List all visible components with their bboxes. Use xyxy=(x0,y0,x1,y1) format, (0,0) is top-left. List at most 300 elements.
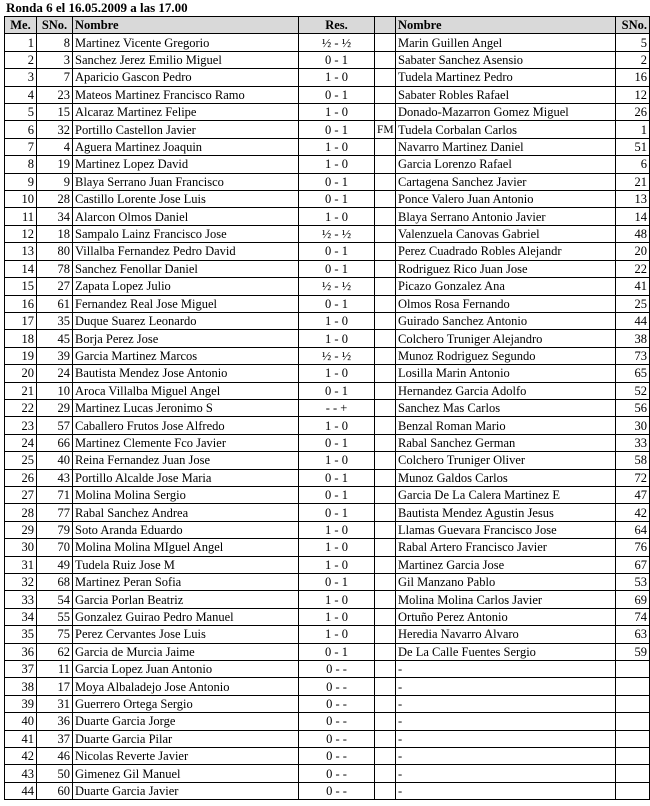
white-player-name: Molina Molina MIguel Angel xyxy=(73,539,299,556)
white-start-number: 75 xyxy=(37,626,73,643)
black-start-number: 51 xyxy=(616,138,650,155)
result: 0 - - xyxy=(299,782,375,799)
player-title xyxy=(375,278,396,295)
result: ½ - ½ xyxy=(299,225,375,242)
board-number: 8 xyxy=(5,156,37,173)
white-player-name: Aroca Villalba Miguel Angel xyxy=(73,382,299,399)
white-start-number: 39 xyxy=(37,347,73,364)
pairings-table xyxy=(4,16,650,800)
white-player-name: Fernandez Real Jose Miguel xyxy=(73,295,299,312)
black-player-name: - xyxy=(396,730,616,747)
result: 0 - 1 xyxy=(299,260,375,277)
black-player-name: De La Calle Fuentes Sergio xyxy=(396,643,616,660)
black-start-number: 69 xyxy=(616,591,650,608)
black-player-name: Cartagena Sanchez Javier xyxy=(396,173,616,190)
black-start-number: 1 xyxy=(616,121,650,138)
white-player-name: Mateos Martinez Francisco Ramo xyxy=(73,86,299,103)
black-start-number: 33 xyxy=(616,434,650,451)
white-player-name: Portillo Castellon Javier xyxy=(73,121,299,138)
board-number: 24 xyxy=(5,434,37,451)
white-player-name: Duque Suarez Leonardo xyxy=(73,312,299,329)
board-number: 17 xyxy=(5,312,37,329)
white-start-number: 15 xyxy=(37,104,73,121)
black-start-number: 12 xyxy=(616,86,650,103)
player-title xyxy=(375,365,396,382)
result: 0 - 1 xyxy=(299,486,375,503)
white-start-number: 17 xyxy=(37,678,73,695)
table-row xyxy=(5,748,650,765)
black-start-number: 74 xyxy=(616,608,650,625)
board-number: 2 xyxy=(5,51,37,68)
table-row xyxy=(5,556,650,573)
board-number: 15 xyxy=(5,278,37,295)
player-title xyxy=(375,486,396,503)
board-number: 9 xyxy=(5,173,37,190)
table-row xyxy=(5,695,650,712)
white-player-name: Garcia de Murcia Jaime xyxy=(73,643,299,660)
black-player-name: Sabater Sanchez Asensio xyxy=(396,51,616,68)
white-start-number: 3 xyxy=(37,51,73,68)
table-row xyxy=(5,69,650,86)
board-number: 32 xyxy=(5,574,37,591)
player-title xyxy=(375,295,396,312)
table-row xyxy=(5,399,650,416)
white-start-number: 54 xyxy=(37,591,73,608)
black-start-number: 41 xyxy=(616,278,650,295)
result: 1 - 0 xyxy=(299,452,375,469)
black-player-name: Munoz Rodriguez Segundo xyxy=(396,347,616,364)
white-start-number: 79 xyxy=(37,521,73,538)
white-player-name: Borja Perez Jose xyxy=(73,330,299,347)
result: 1 - 0 xyxy=(299,312,375,329)
table-row xyxy=(5,243,650,260)
player-title xyxy=(375,138,396,155)
white-player-name: Garcia Porlan Beatriz xyxy=(73,591,299,608)
board-number: 30 xyxy=(5,539,37,556)
white-player-name: Molina Molina Sergio xyxy=(73,486,299,503)
white-start-number: 70 xyxy=(37,539,73,556)
black-player-name: Guirado Sanchez Antonio xyxy=(396,312,616,329)
table-row xyxy=(5,765,650,782)
board-number: 43 xyxy=(5,765,37,782)
board-number: 34 xyxy=(5,608,37,625)
player-title xyxy=(375,556,396,573)
player-title xyxy=(375,104,396,121)
board-number: 13 xyxy=(5,243,37,260)
white-player-name: Rabal Sanchez Andrea xyxy=(73,504,299,521)
player-title xyxy=(375,330,396,347)
black-player-name: Tudela Corbalan Carlos xyxy=(396,121,616,138)
white-player-name: Duarte Garcia Jorge xyxy=(73,713,299,730)
table-row xyxy=(5,643,650,660)
black-start-number: 56 xyxy=(616,399,650,416)
white-start-number: 35 xyxy=(37,312,73,329)
board-number: 6 xyxy=(5,121,37,138)
white-start-number: 50 xyxy=(37,765,73,782)
white-start-number: 8 xyxy=(37,34,73,51)
white-start-number: 49 xyxy=(37,556,73,573)
table-row xyxy=(5,121,650,138)
player-title xyxy=(375,51,396,68)
black-player-name: Llamas Guevara Francisco Jose xyxy=(396,521,616,538)
white-player-name: Tudela Ruiz Jose M xyxy=(73,556,299,573)
white-start-number: 10 xyxy=(37,382,73,399)
table-row xyxy=(5,312,650,329)
white-start-number: 19 xyxy=(37,156,73,173)
black-start-number: 63 xyxy=(616,626,650,643)
white-start-number: 80 xyxy=(37,243,73,260)
table-row xyxy=(5,469,650,486)
black-start-number xyxy=(616,748,650,765)
white-start-number: 68 xyxy=(37,574,73,591)
white-start-number: 4 xyxy=(37,138,73,155)
board-number: 26 xyxy=(5,469,37,486)
result: 1 - 0 xyxy=(299,138,375,155)
black-player-name: Rabal Sanchez German xyxy=(396,434,616,451)
table-row xyxy=(5,730,650,747)
table-row xyxy=(5,591,650,608)
board-number: 21 xyxy=(5,382,37,399)
result: 1 - 0 xyxy=(299,365,375,382)
black-player-name: - xyxy=(396,782,616,799)
black-player-name: Sanchez Mas Carlos xyxy=(396,399,616,416)
black-player-name: Hernandez Garcia Adolfo xyxy=(396,382,616,399)
header-start-number: SNo. xyxy=(37,17,73,34)
black-player-name: Ponce Valero Juan Antonio xyxy=(396,191,616,208)
table-row xyxy=(5,782,650,799)
header-black-name: Nombre xyxy=(396,17,616,34)
black-player-name: Colchero Truniger Alejandro xyxy=(396,330,616,347)
header-black-start-number: SNo. xyxy=(616,17,650,34)
white-start-number: 77 xyxy=(37,504,73,521)
table-row xyxy=(5,521,650,538)
white-start-number: 43 xyxy=(37,469,73,486)
table-row xyxy=(5,626,650,643)
player-title xyxy=(375,748,396,765)
player-title xyxy=(375,225,396,242)
header-white-name: Nombre xyxy=(73,17,299,34)
board-number: 3 xyxy=(5,69,37,86)
board-number: 19 xyxy=(5,347,37,364)
result: 0 - 1 xyxy=(299,86,375,103)
table-row xyxy=(5,86,650,103)
result: 0 - - xyxy=(299,765,375,782)
black-start-number xyxy=(616,661,650,678)
black-player-name: Garcia De La Calera Martinez E xyxy=(396,486,616,503)
black-start-number: 22 xyxy=(616,260,650,277)
black-player-name: - xyxy=(396,695,616,712)
player-title xyxy=(375,713,396,730)
black-start-number: 42 xyxy=(616,504,650,521)
white-player-name: Gonzalez Guirao Pedro Manuel xyxy=(73,608,299,625)
black-start-number: 6 xyxy=(616,156,650,173)
player-title xyxy=(375,452,396,469)
white-player-name: Bautista Mendez Jose Antonio xyxy=(73,365,299,382)
board-number: 12 xyxy=(5,225,37,242)
board-number: 28 xyxy=(5,504,37,521)
result: 0 - 1 xyxy=(299,434,375,451)
white-player-name: Zapata Lopez Julio xyxy=(73,278,299,295)
result: 0 - 1 xyxy=(299,382,375,399)
board-number: 10 xyxy=(5,191,37,208)
black-start-number: 64 xyxy=(616,521,650,538)
board-number: 37 xyxy=(5,661,37,678)
board-number: 38 xyxy=(5,678,37,695)
white-start-number: 31 xyxy=(37,695,73,712)
result: 0 - 1 xyxy=(299,51,375,68)
black-start-number xyxy=(616,765,650,782)
white-player-name: Alcaraz Martinez Felipe xyxy=(73,104,299,121)
table-row xyxy=(5,504,650,521)
black-player-name: Valenzuela Canovas Gabriel xyxy=(396,225,616,242)
table-row xyxy=(5,608,650,625)
player-title xyxy=(375,173,396,190)
white-player-name: Nicolas Reverte Javier xyxy=(73,748,299,765)
board-number: 16 xyxy=(5,295,37,312)
player-title xyxy=(375,695,396,712)
table-row xyxy=(5,225,650,242)
white-player-name: Soto Aranda Eduardo xyxy=(73,521,299,538)
board-number: 20 xyxy=(5,365,37,382)
white-player-name: Garcia Martinez Marcos xyxy=(73,347,299,364)
white-start-number: 62 xyxy=(37,643,73,660)
white-player-name: Duarte Garcia Pilar xyxy=(73,730,299,747)
black-start-number: 21 xyxy=(616,173,650,190)
black-player-name: Munoz Galdos Carlos xyxy=(396,469,616,486)
white-start-number: 7 xyxy=(37,69,73,86)
result: 0 - - xyxy=(299,695,375,712)
table-row xyxy=(5,278,650,295)
white-player-name: Sanchez Fenollar Daniel xyxy=(73,260,299,277)
result: 0 - 1 xyxy=(299,121,375,138)
player-title xyxy=(375,156,396,173)
player-title xyxy=(375,678,396,695)
table-row xyxy=(5,574,650,591)
table-header-row xyxy=(5,17,650,34)
white-start-number: 61 xyxy=(37,295,73,312)
player-title xyxy=(375,521,396,538)
table-row xyxy=(5,382,650,399)
player-title xyxy=(375,69,396,86)
table-row xyxy=(5,539,650,556)
table-row xyxy=(5,365,650,382)
black-player-name: Rabal Artero Francisco Javier xyxy=(396,539,616,556)
black-player-name: Gil Manzano Pablo xyxy=(396,574,616,591)
result: 0 - 1 xyxy=(299,574,375,591)
board-number: 40 xyxy=(5,713,37,730)
result: 0 - 1 xyxy=(299,243,375,260)
black-player-name: Molina Molina Carlos Javier xyxy=(396,591,616,608)
black-player-name: Navarro Martinez Daniel xyxy=(396,138,616,155)
black-start-number: 30 xyxy=(616,417,650,434)
black-start-number: 44 xyxy=(616,312,650,329)
result: 1 - 0 xyxy=(299,156,375,173)
black-player-name: Blaya Serrano Antonio Javier xyxy=(396,208,616,225)
player-title xyxy=(375,643,396,660)
white-player-name: Villalba Fernandez Pedro David xyxy=(73,243,299,260)
board-number: 22 xyxy=(5,399,37,416)
result: 1 - 0 xyxy=(299,556,375,573)
player-title xyxy=(375,539,396,556)
white-start-number: 66 xyxy=(37,434,73,451)
black-start-number: 5 xyxy=(616,34,650,51)
black-start-number xyxy=(616,730,650,747)
board-number: 33 xyxy=(5,591,37,608)
result: 1 - 0 xyxy=(299,104,375,121)
board-number: 35 xyxy=(5,626,37,643)
table-row xyxy=(5,208,650,225)
white-player-name: Perez Cervantes Jose Luis xyxy=(73,626,299,643)
board-number: 29 xyxy=(5,521,37,538)
result: 1 - 0 xyxy=(299,330,375,347)
player-title xyxy=(375,191,396,208)
white-start-number: 57 xyxy=(37,417,73,434)
result: 1 - 0 xyxy=(299,626,375,643)
white-player-name: Aparicio Gascon Pedro xyxy=(73,69,299,86)
black-player-name: Colchero Truniger Oliver xyxy=(396,452,616,469)
black-player-name: Garcia Lorenzo Rafael xyxy=(396,156,616,173)
white-player-name: Martinez Peran Sofia xyxy=(73,574,299,591)
header-result: Res. xyxy=(299,17,375,34)
black-player-name: Ortuño Perez Antonio xyxy=(396,608,616,625)
table-row xyxy=(5,138,650,155)
white-player-name: Sanchez Jerez Emilio Miguel xyxy=(73,51,299,68)
player-title xyxy=(375,469,396,486)
player-title xyxy=(375,434,396,451)
board-number: 25 xyxy=(5,452,37,469)
table-row xyxy=(5,486,650,503)
result: 0 - 1 xyxy=(299,191,375,208)
table-row xyxy=(5,713,650,730)
board-number: 1 xyxy=(5,34,37,51)
table-row xyxy=(5,173,650,190)
black-start-number: 48 xyxy=(616,225,650,242)
page-title: Ronda 6 el 16.05.2009 a las 17.00 xyxy=(6,0,188,15)
result: ½ - ½ xyxy=(299,347,375,364)
white-start-number: 24 xyxy=(37,365,73,382)
result: ½ - ½ xyxy=(299,34,375,51)
black-player-name: Bautista Mendez Agustin Jesus xyxy=(396,504,616,521)
board-number: 36 xyxy=(5,643,37,660)
white-start-number: 23 xyxy=(37,86,73,103)
result: 0 - 1 xyxy=(299,295,375,312)
white-start-number: 27 xyxy=(37,278,73,295)
black-player-name: - xyxy=(396,748,616,765)
result: 1 - 0 xyxy=(299,591,375,608)
black-player-name: Donado-Mazarron Gomez Miguel xyxy=(396,104,616,121)
player-title xyxy=(375,417,396,434)
white-start-number: 60 xyxy=(37,782,73,799)
black-player-name: Martinez Garcia Jose xyxy=(396,556,616,573)
white-player-name: Aguera Martinez Joaquin xyxy=(73,138,299,155)
white-start-number: 28 xyxy=(37,191,73,208)
white-start-number: 18 xyxy=(37,225,73,242)
white-start-number: 11 xyxy=(37,661,73,678)
black-start-number: 2 xyxy=(616,51,650,68)
board-number: 41 xyxy=(5,730,37,747)
player-title xyxy=(375,260,396,277)
player-title xyxy=(375,399,396,416)
black-player-name: Sabater Robles Rafael xyxy=(396,86,616,103)
black-start-number: 13 xyxy=(616,191,650,208)
header-title xyxy=(375,17,396,34)
white-player-name: Martinez Vicente Gregorio xyxy=(73,34,299,51)
player-title xyxy=(375,347,396,364)
white-player-name: Garcia Lopez Juan Antonio xyxy=(73,661,299,678)
white-player-name: Alarcon Olmos Daniel xyxy=(73,208,299,225)
black-player-name: - xyxy=(396,765,616,782)
white-player-name: Moya Albaladejo Jose Antonio xyxy=(73,678,299,695)
table-row xyxy=(5,330,650,347)
table-row xyxy=(5,51,650,68)
black-start-number xyxy=(616,678,650,695)
result: 0 - 1 xyxy=(299,643,375,660)
player-title xyxy=(375,312,396,329)
player-title xyxy=(375,608,396,625)
black-player-name: Benzal Roman Mario xyxy=(396,417,616,434)
board-number: 18 xyxy=(5,330,37,347)
board-number: 4 xyxy=(5,86,37,103)
board-number: 31 xyxy=(5,556,37,573)
board-number: 23 xyxy=(5,417,37,434)
black-start-number xyxy=(616,713,650,730)
table-row xyxy=(5,347,650,364)
result: 1 - 0 xyxy=(299,69,375,86)
black-player-name: - xyxy=(396,713,616,730)
black-start-number: 58 xyxy=(616,452,650,469)
black-player-name: Heredia Navarro Alvaro xyxy=(396,626,616,643)
white-player-name: Martinez Lopez David xyxy=(73,156,299,173)
white-start-number: 40 xyxy=(37,452,73,469)
black-start-number: 14 xyxy=(616,208,650,225)
white-player-name: Caballero Frutos Jose Alfredo xyxy=(73,417,299,434)
black-start-number: 73 xyxy=(616,347,650,364)
white-start-number: 34 xyxy=(37,208,73,225)
black-player-name: - xyxy=(396,678,616,695)
black-start-number: 53 xyxy=(616,574,650,591)
player-title xyxy=(375,765,396,782)
table-row xyxy=(5,191,650,208)
black-start-number: 20 xyxy=(616,243,650,260)
white-start-number: 45 xyxy=(37,330,73,347)
white-player-name: Martinez Lucas Jeronimo S xyxy=(73,399,299,416)
table-row xyxy=(5,295,650,312)
white-player-name: Gimenez Gil Manuel xyxy=(73,765,299,782)
player-title xyxy=(375,34,396,51)
white-player-name: Guerrero Ortega Sergio xyxy=(73,695,299,712)
result: 1 - 0 xyxy=(299,521,375,538)
black-player-name: Rodriguez Rico Juan Jose xyxy=(396,260,616,277)
table-row xyxy=(5,661,650,678)
result: 0 - 1 xyxy=(299,173,375,190)
header-board: Me. xyxy=(5,17,37,34)
white-start-number: 78 xyxy=(37,260,73,277)
black-player-name: Losilla Marin Antonio xyxy=(396,365,616,382)
table-row xyxy=(5,260,650,277)
white-player-name: Blaya Serrano Juan Francisco xyxy=(73,173,299,190)
white-player-name: Reina Fernandez Juan Jose xyxy=(73,452,299,469)
black-player-name: Perez Cuadrado Robles Alejandr xyxy=(396,243,616,260)
black-start-number: 52 xyxy=(616,382,650,399)
player-title xyxy=(375,782,396,799)
player-title xyxy=(375,591,396,608)
result: 0 - - xyxy=(299,748,375,765)
black-player-name: Tudela Martinez Pedro xyxy=(396,69,616,86)
black-player-name: - xyxy=(396,661,616,678)
result: 1 - 0 xyxy=(299,539,375,556)
result: 0 - 1 xyxy=(299,469,375,486)
result: ½ - ½ xyxy=(299,278,375,295)
